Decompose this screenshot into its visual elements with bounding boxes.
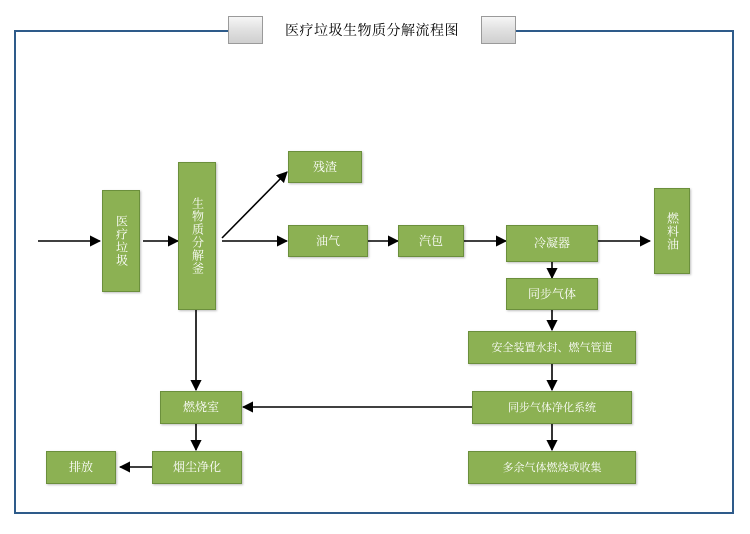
node-biomass-reactor[interactable] xyxy=(178,162,216,310)
node-label: 生物质分解釜 xyxy=(190,197,205,275)
node-label: 残渣 xyxy=(312,159,337,174)
node-label: 多余气体燃烧或收集 xyxy=(502,461,602,474)
node-fuel-oil[interactable] xyxy=(654,188,690,274)
node-label: 同步气体净化系统 xyxy=(508,401,596,414)
node-steam-drum[interactable] xyxy=(398,225,464,257)
node-label: 汽包 xyxy=(418,233,443,248)
node-safety-device[interactable] xyxy=(468,331,636,364)
node-emission[interactable] xyxy=(46,451,116,484)
node-medical-waste[interactable] xyxy=(102,190,140,292)
node-label: 燃料油 xyxy=(665,211,680,251)
node-oil-gas[interactable] xyxy=(288,225,368,257)
node-label: 安全装置水封、燃气管道 xyxy=(491,341,613,354)
node-combustion-chamber[interactable] xyxy=(160,391,242,424)
node-label: 医疗垃圾 xyxy=(114,215,129,267)
node-excess-gas[interactable] xyxy=(468,451,636,484)
node-sync-gas[interactable] xyxy=(506,278,598,310)
page-title: 医疗垃圾生物质分解流程图 xyxy=(285,23,459,39)
node-label: 排放 xyxy=(68,460,93,474)
node-label: 冷凝器 xyxy=(533,236,570,250)
node-smoke-purification[interactable] xyxy=(152,451,242,484)
node-label: 同步气体 xyxy=(527,286,576,301)
node-label: 油气 xyxy=(315,233,340,248)
node-residue[interactable] xyxy=(288,151,362,183)
title-tab xyxy=(262,16,482,44)
node-gas-purification[interactable] xyxy=(472,391,632,424)
node-label: 燃烧室 xyxy=(182,400,219,414)
node-label: 烟尘净化 xyxy=(172,460,221,474)
node-condenser[interactable] xyxy=(506,225,598,262)
